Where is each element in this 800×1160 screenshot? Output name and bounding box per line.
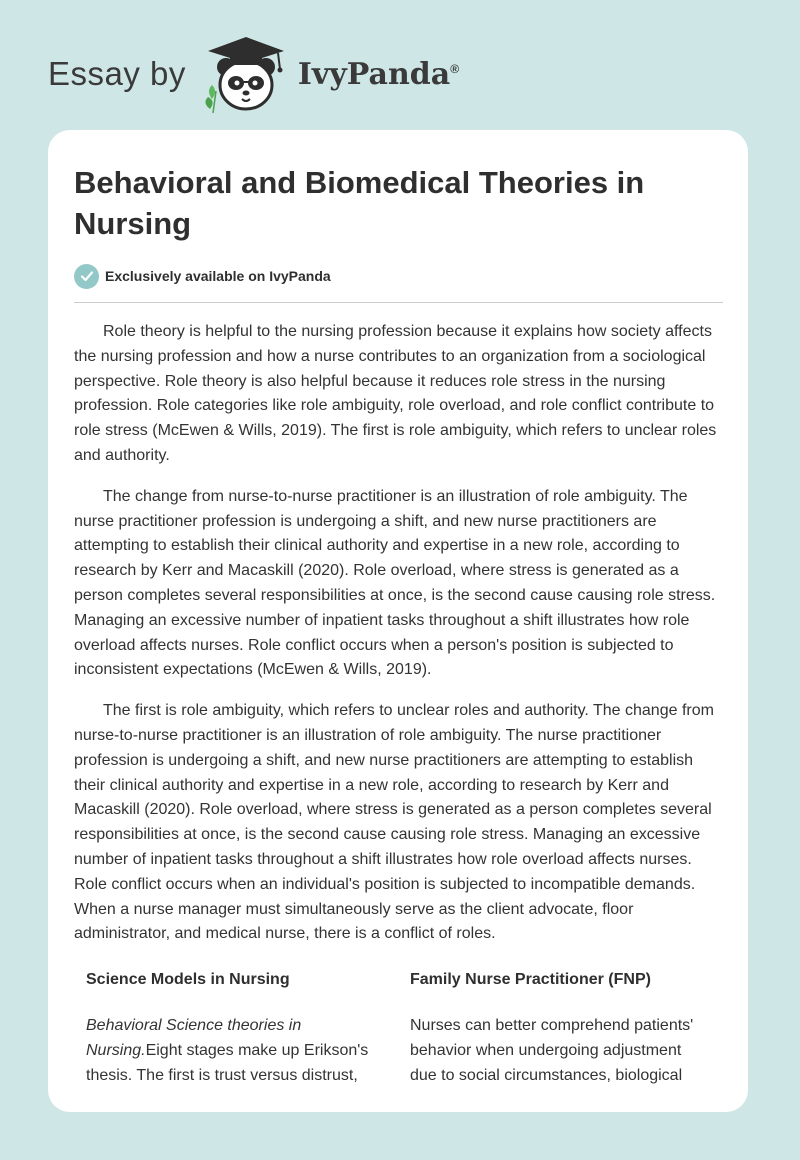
paragraph: The first is role ambiguity, which refers to unclear roles and authority. The change from nurse-to-nurse practitioner is an illustration of role ambiguity. The nurse practitioner profession is undergoing a shift, and new nurse practitioners are attempting to establish their clinical authority and expertise in a new role, according to research by Kerr and Macaskill (2020). Role overload, where stress is generated as a person completes several responsibilities at once, is the second cause causing role stress. Managing an excessive number of inpatient tasks throughout a shift illustrates how role overload affects nurses. Role conflict occurs when an individual's position is subjected to incompatible demands. When a nurse manager must simultaneously serve as the client advocate, floor administrator, and medical nurse, there is a conflict of roles. bbox=[74, 702, 714, 943]
related-essay-card-right[interactable] bbox=[410, 968, 710, 1088]
brand-header[interactable] bbox=[48, 34, 459, 114]
paragraph: The change from nurse-to-nurse practitioner is an illustration of role ambiguity. The nurse practitioner profession is undergoing a shift, and new nurse practitioners are attempting to establish their clinical authority and expertise in a new role, according to research by Kerr and Macaskill (2020). Role overload, where stress is generated as a person completes several responsibilities at once, is the second cause causing role stress. Managing an excessive number of inpatient tasks throughout a shift illustrates how role overload affects nurses. Role conflict occurs when a person's position is subjected to inconsistent expectations (McEwen & Wills, 2019). bbox=[74, 487, 716, 679]
brand-prefix: Essay by bbox=[48, 55, 186, 92]
excerpt-italic: Behavioral Science theories in Nursing. bbox=[86, 1017, 302, 1059]
panda-logo-icon bbox=[200, 33, 292, 115]
exclusive-badge-label: Exclusively available on IvyPanda bbox=[105, 268, 331, 284]
excerpt-text: Eight stages make up Erikson's thesis. The first is trust versus distrust, bbox=[86, 1041, 369, 1084]
divider bbox=[74, 302, 723, 303]
check-circle-icon bbox=[74, 264, 99, 289]
exclusive-badge bbox=[74, 263, 331, 289]
essay-body bbox=[74, 320, 726, 963]
related-essay-excerpt bbox=[86, 1014, 376, 1088]
brand-name-text: IvyPanda bbox=[297, 56, 451, 92]
related-essay-excerpt: Nurses can better comprehend patients' behavior when undergoing adjustment due to social circumstances, biological bbox=[410, 1017, 694, 1084]
registered-mark: ® bbox=[450, 61, 460, 76]
related-essay-card-left[interactable] bbox=[86, 968, 376, 1088]
related-essay-title[interactable]: Family Nurse Practitioner (FNP) bbox=[410, 971, 651, 988]
brand-name bbox=[298, 57, 459, 92]
paragraph: Role theory is helpful to the nursing profession because it explains how society affects the nursing profession and how a nurse contributes to an organization from a sociological perspective. Role theory is also helpful because it reduces role stress in the nursing profession. Role categories like role ambiguity, role overload, and role conflict contribute to role stress (McEwen & Wills, 2019). The first is role ambiguity, which refers to unclear roles and authority. bbox=[74, 323, 717, 464]
page-title: Behavioral and Biomedical Theories in Nursing bbox=[74, 165, 645, 241]
related-essay-title[interactable]: Science Models in Nursing bbox=[86, 971, 290, 988]
essay-card bbox=[48, 130, 748, 1112]
